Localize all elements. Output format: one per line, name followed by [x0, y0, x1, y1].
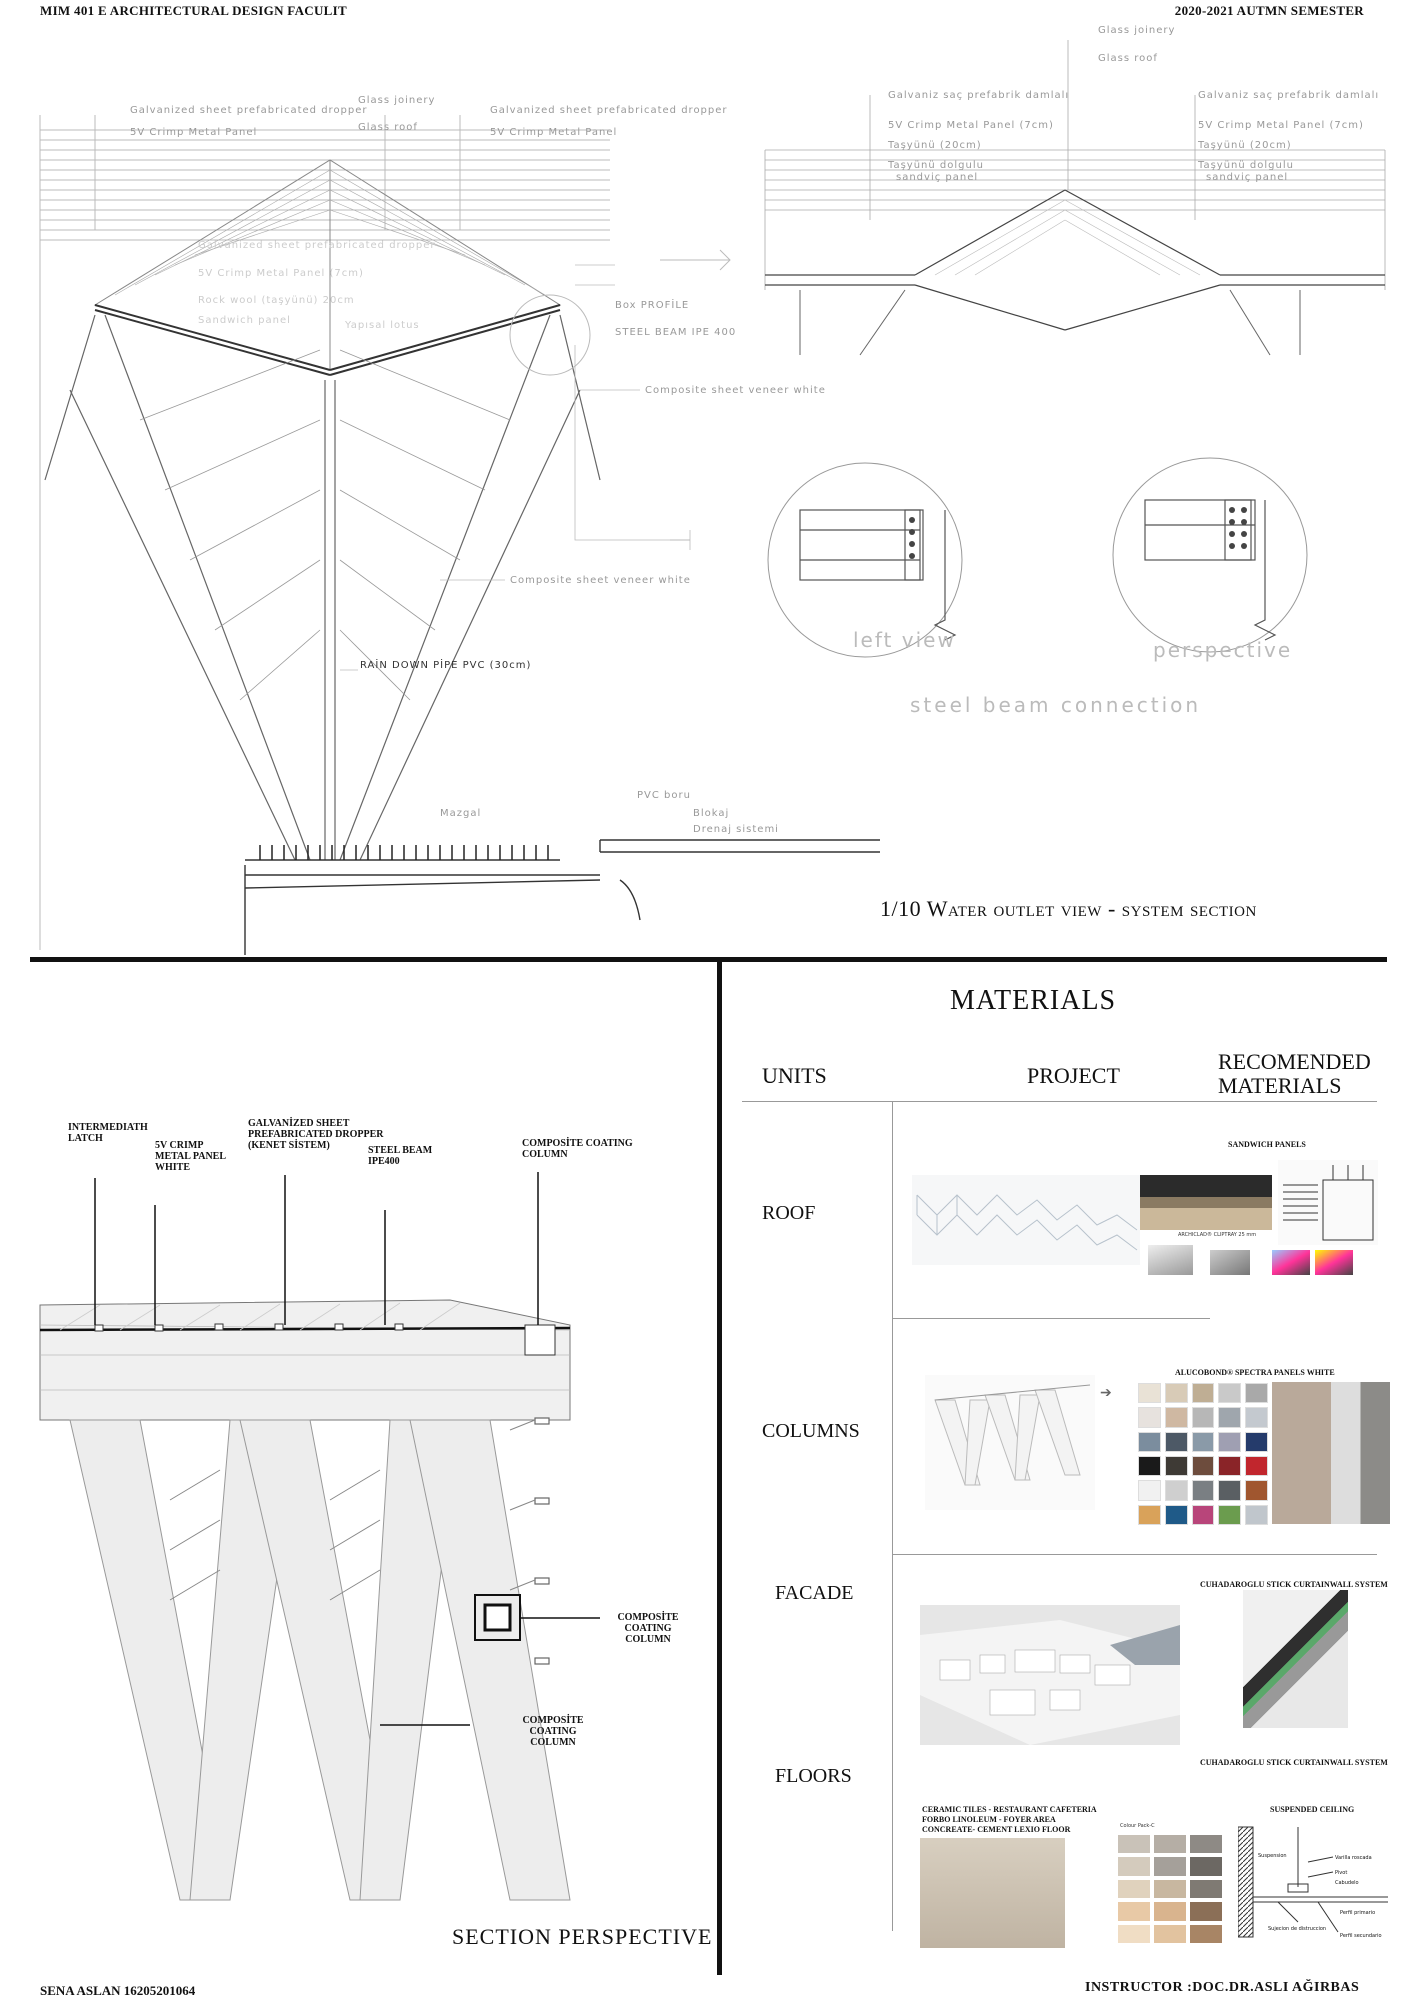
alucobond-swatch	[1138, 1456, 1161, 1476]
alucobond-swatch	[1245, 1383, 1268, 1403]
roof-project-image	[912, 1175, 1140, 1265]
ceiling-note-secundario: Perfil secundario	[1340, 1933, 1382, 1939]
note-composite-2: Composite sheet veneer white	[510, 575, 691, 586]
alucobond-swatch	[1138, 1407, 1161, 1427]
roof-panel-swatch-3	[1272, 1250, 1310, 1275]
roof-panel-swatch-1	[1148, 1245, 1193, 1275]
floor-swatch	[1190, 1880, 1222, 1898]
caption-curtainwall-1: CUHADAROGLU STICK CURTAINWALL SYSTEM	[1200, 1580, 1388, 1589]
facade-curtainwall-photo	[1243, 1590, 1348, 1728]
note-r-crimp-1: 5V Crimp Metal Panel (7cm)	[888, 120, 1054, 131]
alucobond-swatch-grid	[1138, 1383, 1268, 1525]
ghost-note-1: Galvanized sheet prefabricated dropper	[198, 240, 436, 251]
floor-note-concrete: CONCREATE- CEMENT LEXIO FLOOR	[922, 1825, 1071, 1834]
unit-columns: COLUMNS	[762, 1420, 860, 1442]
student-name: SENA ASLAN 16205201064	[40, 1983, 196, 1998]
floor-swatch	[1118, 1902, 1150, 1920]
floor-swatch	[1154, 1902, 1186, 1920]
suspended-ceiling-diagram	[1238, 1822, 1388, 1942]
columns-project-image	[925, 1375, 1095, 1510]
col-units: UNITS	[762, 1063, 827, 1088]
ceiling-note-primario: Perfil primario	[1340, 1910, 1376, 1916]
row-rule-1	[892, 1318, 1210, 1319]
note-r-galvaniz-1: Galvaniz saç prefabrik damlalı	[888, 90, 1070, 101]
note-r-sandvic-1: sandviç panel	[896, 172, 979, 183]
note-crimp-left: 5V Crimp Metal Panel	[130, 127, 258, 138]
ceiling-note-suspension: Suspension	[1258, 1853, 1287, 1859]
alucobond-swatch	[1218, 1456, 1241, 1476]
floor-swatch	[1190, 1835, 1222, 1853]
columns-arrow: ➔	[1100, 1386, 1112, 1401]
alucobond-swatch	[1218, 1383, 1241, 1403]
ceiling-note-varilla: Varilla roscada	[1335, 1855, 1372, 1861]
alucobond-swatch	[1218, 1407, 1241, 1427]
roof-section-diagram	[1278, 1160, 1378, 1245]
columns-interior-photo	[1272, 1382, 1390, 1524]
roof-panel-swatch-4	[1315, 1250, 1353, 1275]
note-box-profile: Box PROFİLE	[615, 300, 690, 311]
system-section-title: 1/10 Water outlet view - system section	[880, 896, 1257, 921]
note-mazgal: Mazgal	[440, 808, 482, 819]
colour-pack-label: Colour Pack-C	[1120, 1823, 1155, 1829]
floor-swatch	[1154, 1857, 1186, 1875]
detail-perspective-label: perspective	[1153, 638, 1293, 662]
ceiling-note-pivot: Pivot	[1335, 1870, 1348, 1876]
floor-swatch-grid	[1118, 1835, 1222, 1943]
materials-title: MATERIALS	[950, 985, 1117, 1016]
floor-swatch	[1154, 1925, 1186, 1943]
floor-swatch	[1154, 1880, 1186, 1898]
floor-note-linoleum: FORBO LINOLEUM - FOYER AREA	[922, 1815, 1056, 1824]
note-r-tasyunu-1: Taşyünü (20cm)	[888, 140, 982, 151]
col-recommended: RECOMENDED MATERIALS	[1218, 1049, 1371, 1098]
label-intermediath-latch: INTERMEDIATH LATCH	[68, 1122, 148, 1144]
alucobond-swatch	[1192, 1432, 1215, 1452]
note-glass-joinery: Glass joinery	[358, 95, 436, 106]
floor-swatch	[1118, 1857, 1150, 1875]
note-r-sandvic-2: sandviç panel	[1206, 172, 1289, 183]
detail-caption: steel beam connection	[910, 693, 1202, 717]
note-dropper-right: Galvanized sheet prefabricated dropper	[490, 105, 728, 116]
unit-roof: ROOF	[762, 1202, 816, 1224]
alucobond-swatch	[1218, 1432, 1241, 1452]
note-glass-roof: Glass roof	[358, 122, 418, 133]
note-blokaj: Blokaj	[693, 808, 730, 819]
alucobond-swatch	[1165, 1432, 1188, 1452]
note-r-galvaniz-2: Galvaniz saç prefabrik damlalı	[1198, 90, 1380, 101]
alucobond-swatch	[1165, 1407, 1188, 1427]
alucobond-swatch	[1192, 1456, 1215, 1476]
materials-column-rule	[892, 1101, 893, 1931]
section-perspective-drawing	[30, 1100, 720, 1920]
ghost-note-3: Rock wool (taşyünü) 20cm	[198, 295, 355, 306]
note-r-crimp-2: 5V Crimp Metal Panel (7cm)	[1198, 120, 1364, 131]
alucobond-swatch	[1245, 1407, 1268, 1427]
alucobond-swatch	[1245, 1480, 1268, 1500]
alucobond-swatch	[1138, 1432, 1161, 1452]
alucobond-swatch	[1165, 1456, 1188, 1476]
facade-project-image	[920, 1605, 1180, 1745]
note-r-dolgulu-2: Taşyünü dolgulu	[1198, 160, 1294, 171]
roof-cliptray-photo	[1140, 1175, 1272, 1230]
alucobond-swatch	[1165, 1383, 1188, 1403]
materials-header-rule	[742, 1101, 1377, 1102]
suspended-ceiling-label: SUSPENDED CEILING	[1270, 1805, 1355, 1814]
alucobond-swatch	[1192, 1407, 1215, 1427]
instructor-name: INSTRUCTOR :DOC.DR.ASLI AĞIRBAS	[1085, 1980, 1360, 1995]
note-crimp-right: 5V Crimp Metal Panel	[490, 127, 618, 138]
floor-note-ceramic: CERAMIC TILES - RESTAURANT CAFETERIA	[922, 1805, 1097, 1814]
roof-panel-swatch-2	[1210, 1250, 1250, 1275]
caption-sandwich-panels: SANDWICH PANELS	[1228, 1140, 1306, 1149]
note-r-glass-roof: Glass roof	[1098, 53, 1158, 64]
col-project: PROJECT	[1027, 1063, 1120, 1088]
alucobond-swatch	[1165, 1480, 1188, 1500]
floor-tile-photo	[920, 1838, 1065, 1948]
note-dropper-left: Galvanized sheet prefabricated dropper	[130, 105, 368, 116]
floor-swatch	[1190, 1857, 1222, 1875]
unit-facade: FACADE	[775, 1582, 854, 1604]
floor-swatch	[1190, 1902, 1222, 1920]
unit-floors: FLOORS	[775, 1765, 852, 1787]
floor-swatch	[1154, 1835, 1186, 1853]
floor-swatch	[1118, 1835, 1150, 1853]
semester: 2020-2021 AUTMN SEMESTER	[1174, 3, 1364, 18]
ghost-note-2: 5V Crimp Metal Panel (7cm)	[198, 268, 364, 279]
course-title: MIM 401 E ARCHITECTURAL DESIGN FACULIT	[40, 3, 347, 18]
alucobond-swatch	[1218, 1480, 1241, 1500]
ceiling-note-distruccion: Sujecion de distruccion	[1268, 1926, 1327, 1932]
alucobond-swatch	[1138, 1480, 1161, 1500]
alucobond-swatch	[1192, 1480, 1215, 1500]
alucobond-swatch	[1245, 1432, 1268, 1452]
alucobond-swatch	[1218, 1505, 1241, 1525]
caption-curtainwall-2: CUHADAROGLU STICK CURTAINWALL SYSTEM	[1200, 1758, 1388, 1767]
label-galvanized-dropper: GALVANİZED SHEET PREFABRICATED DROPPER (KENET SİSTEM)	[248, 1118, 384, 1151]
floor-swatch	[1190, 1925, 1222, 1943]
roof-cliptray-caption: ARCHICLAD® CLIPTRAY 25 mm	[1178, 1232, 1257, 1238]
note-drenaj: Drenaj sistemi	[693, 824, 779, 835]
note-pvc: PVC boru	[637, 790, 691, 801]
note-steel-beam: STEEL BEAM IPE 400	[615, 327, 737, 338]
floor-swatch	[1118, 1880, 1150, 1898]
alucobond-swatch	[1245, 1505, 1268, 1525]
ghost-note-4: Sandwich panel	[198, 315, 291, 326]
note-r-dolgulu-1: Taşyünü dolgulu	[888, 160, 984, 171]
alucobond-swatch	[1165, 1505, 1188, 1525]
note-composite-1: Composite sheet veneer white	[645, 385, 826, 396]
detail-left-view-label: left view	[853, 628, 956, 652]
label-composite-column-top: COMPOSİTE COATING COLUMN	[522, 1138, 633, 1160]
label-steel-beam: STEEL BEAM IPE400	[368, 1145, 433, 1167]
caption-alucobond: ALUCOBOND® SPECTRA PANELS WHITE	[1175, 1368, 1335, 1377]
label-composite-column-mid: COMPOSİTE COATING COLUMN	[617, 1612, 679, 1645]
ceiling-note-cabudelo: Cabudelo	[1335, 1880, 1359, 1886]
alucobond-swatch	[1245, 1456, 1268, 1476]
note-r-tasyunu-2: Taşyünü (20cm)	[1198, 140, 1292, 151]
note-rain-pipe: RAİN DOWN PİPE PVC (30cm)	[360, 660, 532, 671]
alucobond-swatch	[1138, 1383, 1161, 1403]
section-perspective-title: SECTION PERSPECTIVE	[452, 1924, 713, 1949]
row-rule-2	[892, 1554, 1377, 1555]
label-composite-column-bottom: COMPOSİTE COATING COLUMN	[522, 1715, 584, 1748]
ghost-note-5: Yapısal lotus	[345, 320, 420, 331]
label-crimp-panel: 5V CRIMP METAL PANEL WHITE	[155, 1140, 226, 1173]
alucobond-swatch	[1192, 1383, 1215, 1403]
alucobond-swatch	[1192, 1505, 1215, 1525]
horizontal-divider	[30, 957, 1387, 962]
note-r-glass-joinery: Glass joinery	[1098, 25, 1176, 36]
floor-swatch	[1118, 1925, 1150, 1943]
alucobond-swatch	[1138, 1505, 1161, 1525]
